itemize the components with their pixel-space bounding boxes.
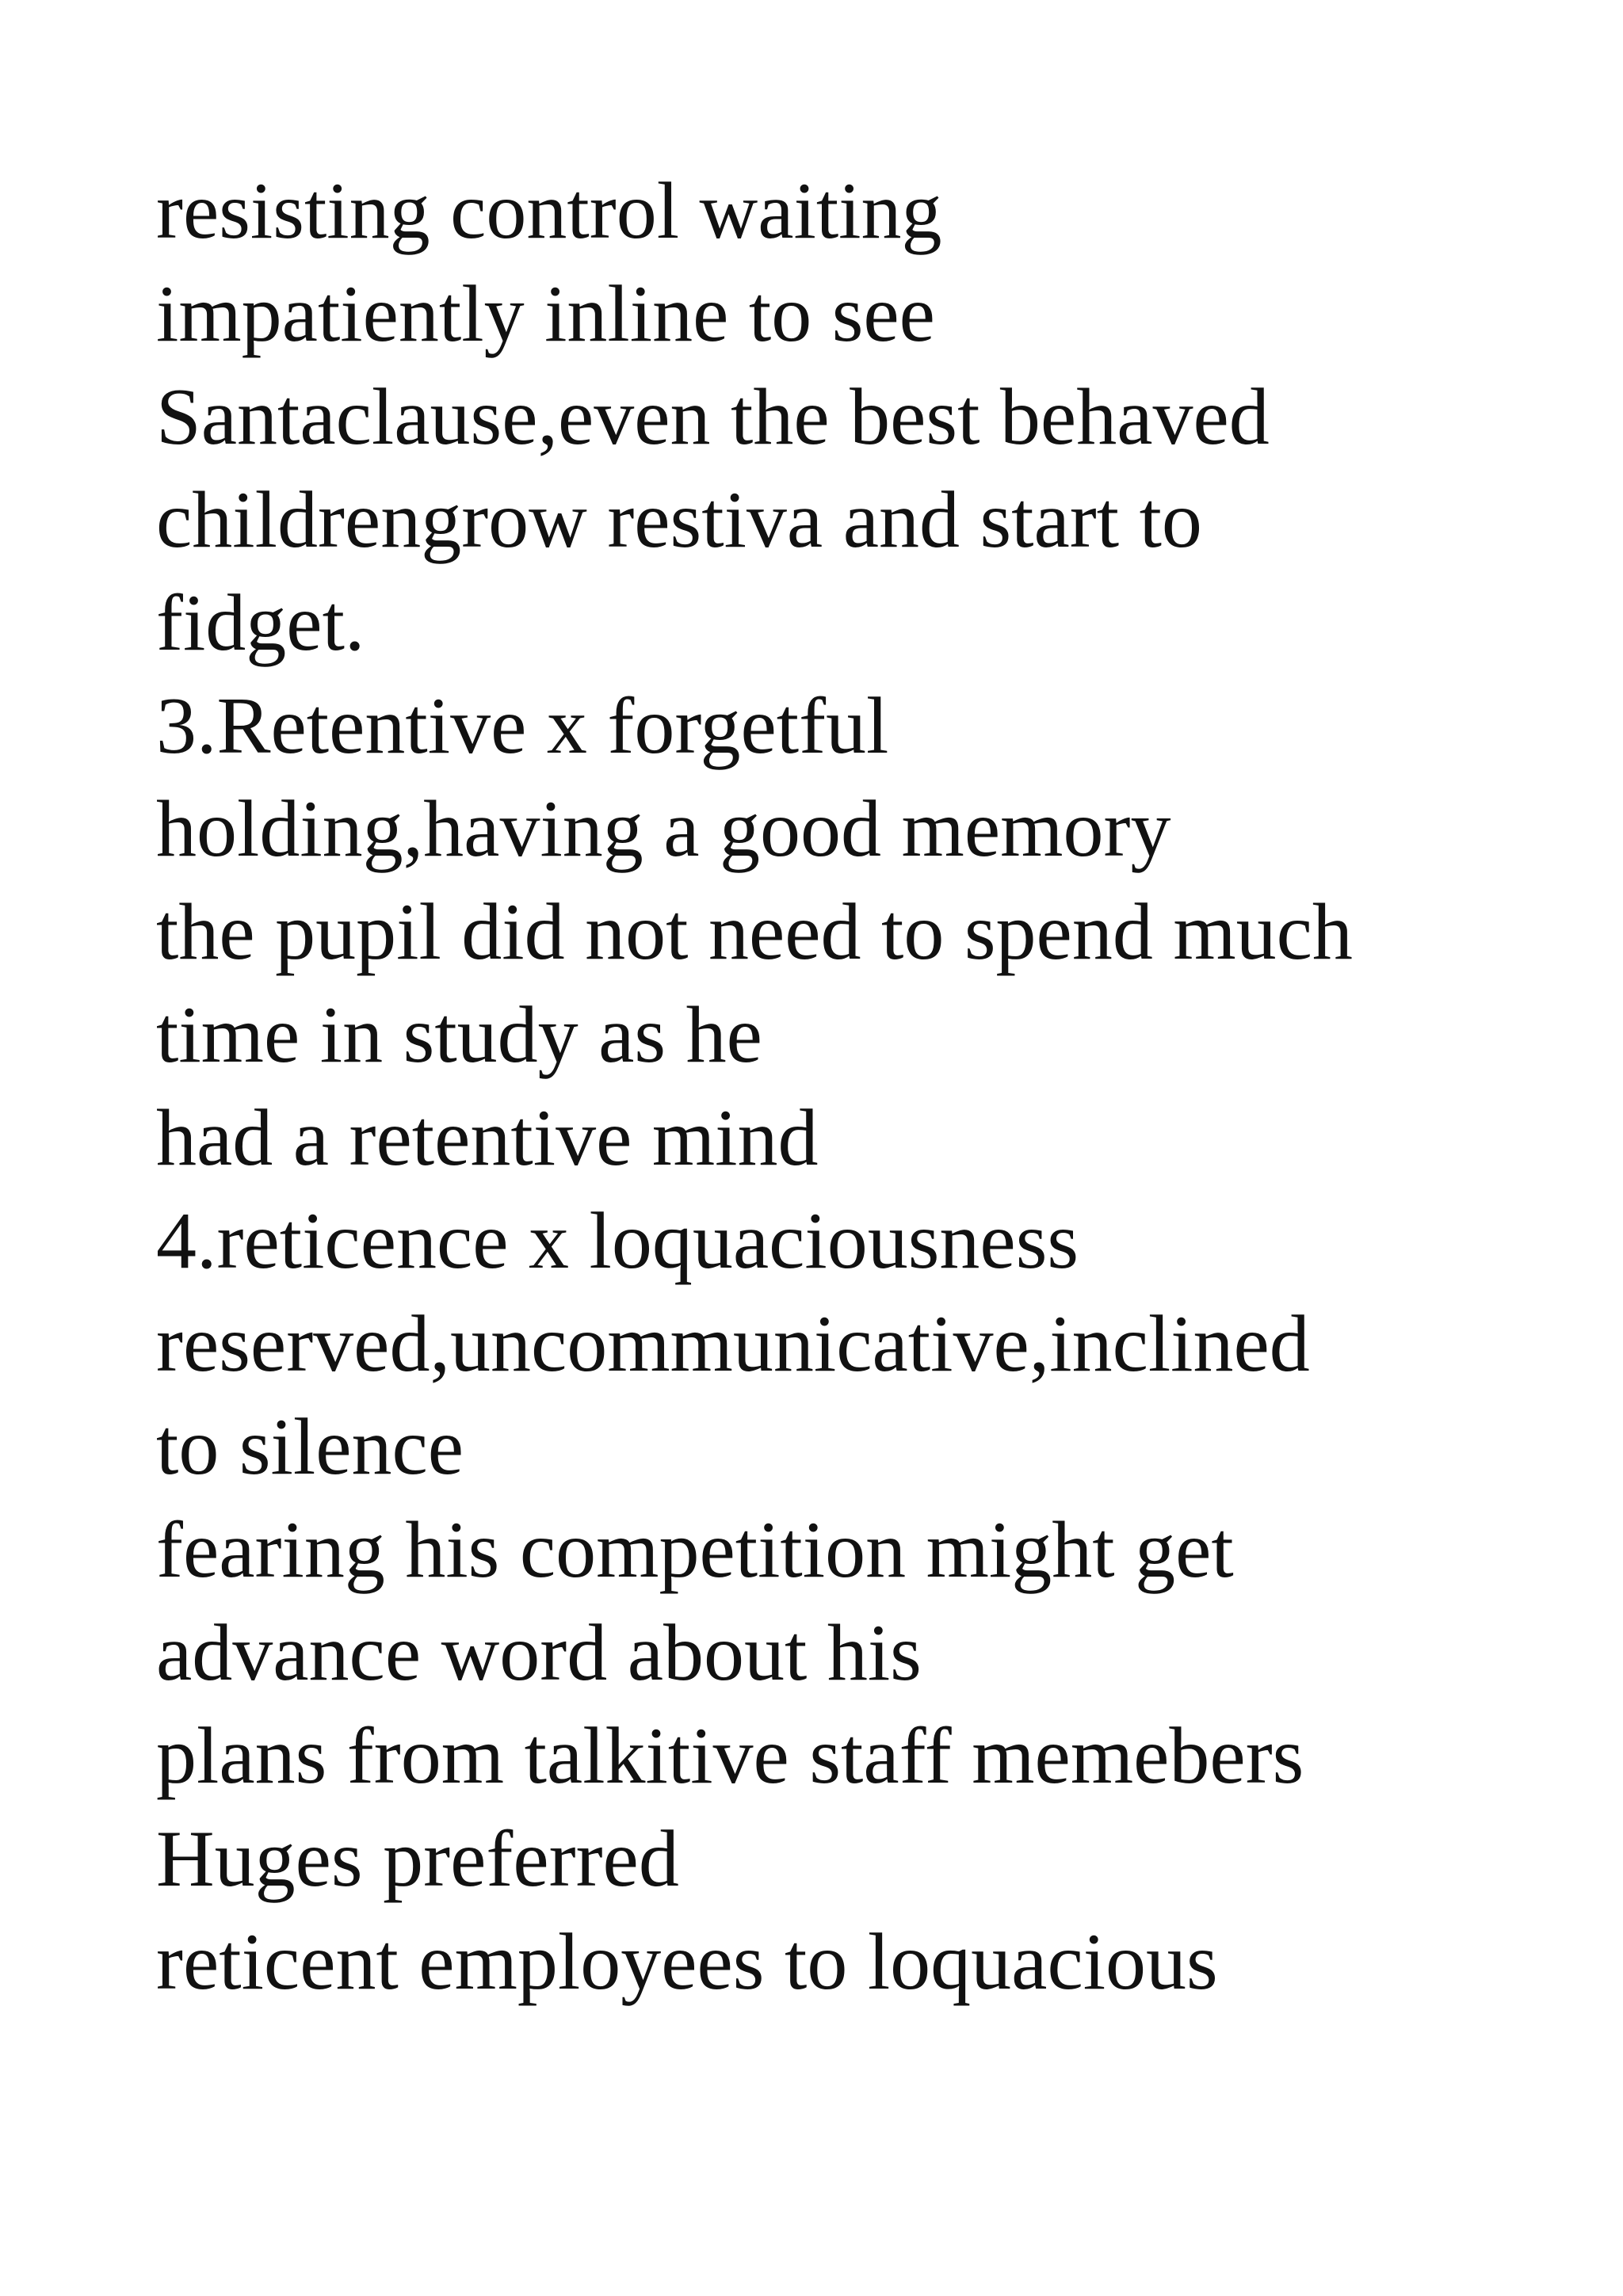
text-line: resisting control waiting <box>156 166 942 256</box>
definition-line: to silence <box>156 1402 464 1492</box>
example-line: time in study as he <box>156 990 762 1080</box>
text-line: fidget. <box>156 578 365 668</box>
example-line: plans from talkitive staff memebers <box>156 1711 1304 1801</box>
example-line: Huges preferred <box>156 1814 679 1904</box>
section-heading-retentive: 3.Retentive x forgetful <box>156 681 889 771</box>
text-line: childrengrow restiva and start to <box>156 475 1202 565</box>
text-line: impatiently inline to see <box>156 269 935 359</box>
example-line: reticent employees to loquacious <box>156 1917 1218 2007</box>
example-line: had a retentive mind <box>156 1093 819 1183</box>
definition-line: reserved,uncommunicative,inclined <box>156 1299 1310 1389</box>
example-line: advance word about his <box>156 1608 922 1698</box>
example-line: the pupil did not need to spend much <box>156 887 1353 977</box>
section-heading-reticence: 4.reticence x loquaciousness <box>156 1196 1079 1286</box>
handwritten-notes-text <box>156 160 1583 2014</box>
definition-line: holding,having a good memory <box>156 784 1171 874</box>
example-line: fearing his competition might get <box>156 1505 1234 1595</box>
text-line: Santaclause,even the best behaved <box>156 372 1270 462</box>
